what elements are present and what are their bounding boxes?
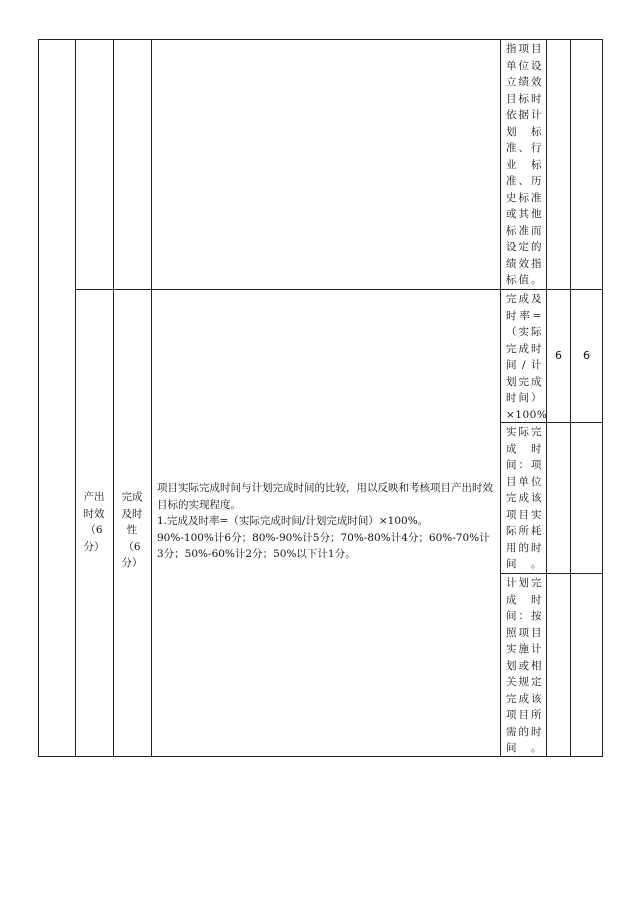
formula-cell: 实际完成时间：项目单位完成该项目实际所耗用的时间。: [506, 426, 542, 570]
level1-indicator: 产出时效（6分）: [83, 491, 105, 553]
col-line: [151, 39, 152, 757]
formula-cell: 计划完成时间：按照项目实施计划或相关规定完成该项目所需的时间。: [506, 577, 542, 754]
formula-cell: 完成及时率=（实际完成时间/计划完成时间）×100%: [506, 293, 548, 421]
table-top-border: [38, 39, 603, 40]
col-line: [38, 39, 39, 757]
description-line: 项目实际完成时间与计划完成时间的比较，用以反映和考核项目产出时效目标的实现程度。: [157, 482, 493, 511]
col-line: [75, 39, 76, 757]
indicator-description: [157, 480, 495, 563]
col-line: [500, 39, 501, 757]
row-line: [75, 289, 603, 290]
performance-table: [38, 39, 603, 757]
description-line: 90%-100%计6分；80%-90%计5分；70%-80%计4分；60%-70%计3分；50%-60%计2分；50%以下计1分。: [157, 531, 490, 560]
col-line: [602, 39, 603, 757]
level2-indicator: 完成及时性（6分）: [121, 491, 143, 569]
col-line: [546, 39, 547, 757]
standard-note: 指项目单位设立绩效目标时依据计划标准、行业标准、历史标准或其他标准而设定的绩效指标值。: [506, 43, 542, 286]
score-value: 6: [583, 349, 590, 362]
col-line: [570, 39, 571, 757]
col-line: [113, 39, 114, 757]
description-line: 1.完成及时率=（实际完成时间/计划完成时间）×100%。: [157, 515, 429, 527]
weight-value: 6: [555, 349, 562, 362]
row-line: [500, 573, 603, 574]
